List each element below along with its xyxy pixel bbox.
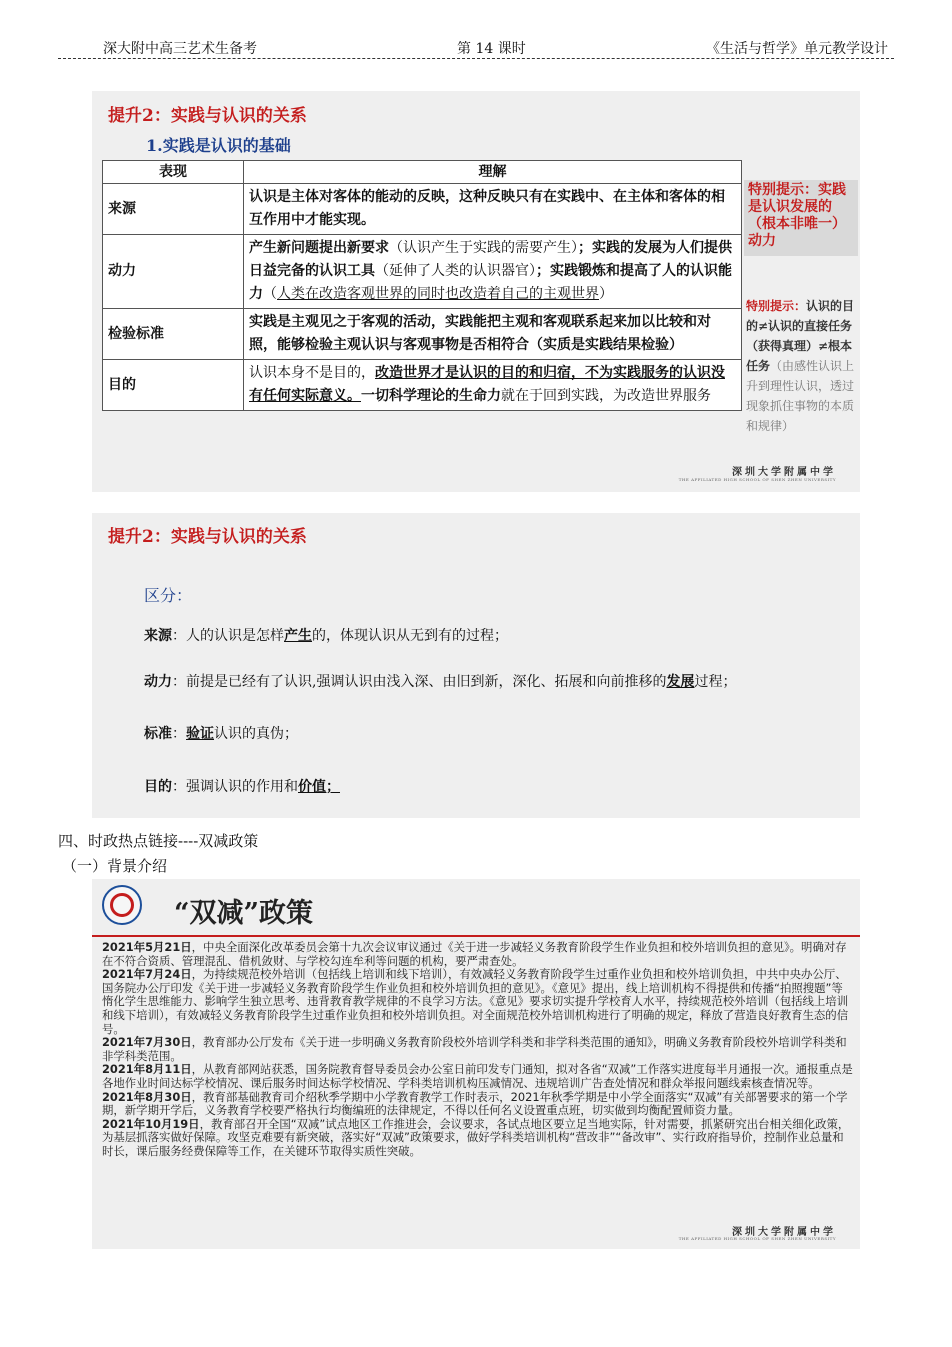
- school-logo-en: THE AFFILIATED HIGH SCHOOL OF SHEN ZHEN UNIVERSITY: [678, 1236, 836, 1241]
- note-top: 特别提示：实践是认识发展的（根本非唯一）动力: [744, 180, 858, 256]
- table-row-purpose: [103, 360, 742, 411]
- school-logo: 深圳大学附属中学: [732, 467, 836, 478]
- distinction-label: 区分：: [144, 586, 193, 605]
- row-text-source: 认识是主体对客体的能动的反映，这种反映只有在实践中、在主体和客体的相互作用中才能实现。: [244, 184, 742, 235]
- timeline-item: 2021年8月11日，从教育部网站获悉，国务院教育督导委员会办公室日前印发专门通知，拟对各省“双减”工作落实进度每半月通报一次。通报重点是各地作业时间达标学校情况、课后服务时间达标学校情况、学科类培训机构压减情况、违规培训广告查处情况和群众举报问题线索核查情况等。: [102, 1062, 853, 1090]
- note-side: 特别提示：认识的目的≠认识的直接任务（获得真理）≠根本任务（由感性认识上升到理性认识，透过现象抓住事物的本质和规律）: [746, 299, 855, 433]
- slide-practice-basis: [92, 91, 860, 492]
- row-label-power: 动力: [103, 235, 244, 309]
- row-text-purpose: 认识本身不是目的，改造世界才是认识的目的和归宿，不为实践服务的认识没有任何实际意义。一切科学理论的生命力就在于回到实践，为改造世界服务: [244, 360, 742, 411]
- col-header-meaning: 理解: [244, 161, 742, 184]
- slide-subtitle: 1.实践是认识的基础: [146, 136, 291, 155]
- row-text-power: 产生新问题提出新要求（认识产生于实践的需要产生）；实践的发展为人们提供日益完备的认识工具（延伸了人类的认识器官）；实践锻炼和提高了人的认识能力（人类在改造客观世界的同时也改造着自己的主观世界）: [244, 235, 742, 309]
- timeline-item: 2021年10月19日，教育部召开全国“双减”试点地区工作推进会，会议要求，各试点地区要立足当地实际，针对需要，抓紧研究出台相关细化政策，为基层抓落实做好保障。攻坚克难要有新突破，落实好“双减”政策要求，做好学科类培训机构“营改非”“备改审”、实行政府指导价，控制作业总量和时长，课后服务经费保障等工作，在关键环节取得实质性突破。: [102, 1116, 850, 1158]
- school-logo-en: THE AFFILIATED HIGH SCHOOL OF SHEN ZHEN UNIVERSITY: [678, 477, 836, 482]
- table-row-test: [103, 309, 742, 360]
- slide-title: 提升2：实践与认识的关系: [108, 527, 307, 547]
- header-right: 《生活与哲学》单元教学设计: [706, 41, 888, 57]
- timeline-item: 2021年8月30日，教育部基础教育司介绍秋季学期中小学教育教学工作时表示，2021年秋季学期是中小学全面落实“双减”有关部署要求的第一个学期，新学期开学后，义务教育学校要严格执行均衡编班的法律规定，不得以任何名义设置重点班，切实做到均衡配置师资力量。: [102, 1089, 848, 1118]
- header-center: 第 14 课时: [457, 41, 526, 57]
- slide-title: 提升2：实践与认识的关系: [108, 106, 307, 126]
- header-left: 深大附中高三艺术生备考: [103, 41, 257, 57]
- policy-title: “双减”政策: [174, 898, 314, 929]
- table-header-row: [103, 161, 742, 184]
- practice-table: [102, 160, 742, 411]
- slide-distinction: [92, 513, 860, 818]
- page-header: [58, 36, 894, 59]
- school-logo: 深圳大学附属中学: [732, 1227, 836, 1238]
- emblem-icon: [102, 885, 142, 925]
- table-row-power: [103, 235, 742, 309]
- distinction-power: 动力：前提是已经有了认识,强调认识由浅入深、由旧到新，深化、拓展和向前推移的发展过程；: [144, 674, 737, 690]
- divider: [92, 935, 860, 937]
- distinction-standard: 标准：验证认识的真伪；: [144, 726, 298, 742]
- section-subtitle: （一）背景介绍: [62, 857, 168, 875]
- row-label-purpose: 目的: [103, 360, 244, 411]
- timeline-item: 2021年7月30日，教育部办公厅发布《关于进一步明确义务教育阶段校外培训学科类和非学科类范围的通知》，明确义务教育阶段校外培训学科类和非学科类范围。: [102, 1035, 847, 1063]
- table-row-source: [103, 184, 742, 235]
- row-label-test: 检验标准: [103, 309, 244, 360]
- row-text-test: 实践是主观见之于客观的活动，实践能把主观和客观联系起来加以比较和对照，能够检验主观认识与客观事物是否相符合（实质是实践结果检验）: [244, 309, 742, 360]
- section-title: 四、时政热点链接----双减政策: [58, 832, 259, 850]
- distinction-source: 来源：人的认识是怎样产生的，体现认识从无到有的过程；: [144, 628, 508, 644]
- distinction-purpose: 目的：强调认识的作用和价值；: [144, 779, 340, 795]
- timeline-item: 2021年7月24日，为持续规范校外培训（包括线上培训和线下培训），有效减轻义务教育阶段学生过重作业负担和校外培训负担，中共中央办公厅、国务院办公厅印发《关于进一步减轻义务教育阶段学生作业负担和校外培训负担的意见》。《意见》提出，线上培训机构不得提供和传播“拍照搜题”等惰化学生思维能力、影响学生独立思考、违背教育教学规律的不良学习方法。《意见》要求切实提升学校育人水平，持续规范校外培训（包括线上培训和线下培训），有效减轻义务教育阶段学生过重作业负担和校外培训负担。对全面规范校外培训机构进行了明确的规定，释放了营造良好教育生态的信号。: [102, 967, 849, 1036]
- policy-timeline: [102, 941, 854, 1159]
- timeline-item: 2021年5月21日，中央全面深化改革委员会第十九次会议审议通过《关于进一步减轻义务教育阶段学生作业负担和校外培训负担的意见》。明确对存在不符合资质、管理混乱、借机敛财、与学校勾连牟利等问题的机构，要严肃查处。: [102, 940, 847, 968]
- slide-double-reduction: [92, 879, 860, 1249]
- row-label-source: 来源: [103, 184, 244, 235]
- col-header-aspect: 表现: [103, 161, 244, 184]
